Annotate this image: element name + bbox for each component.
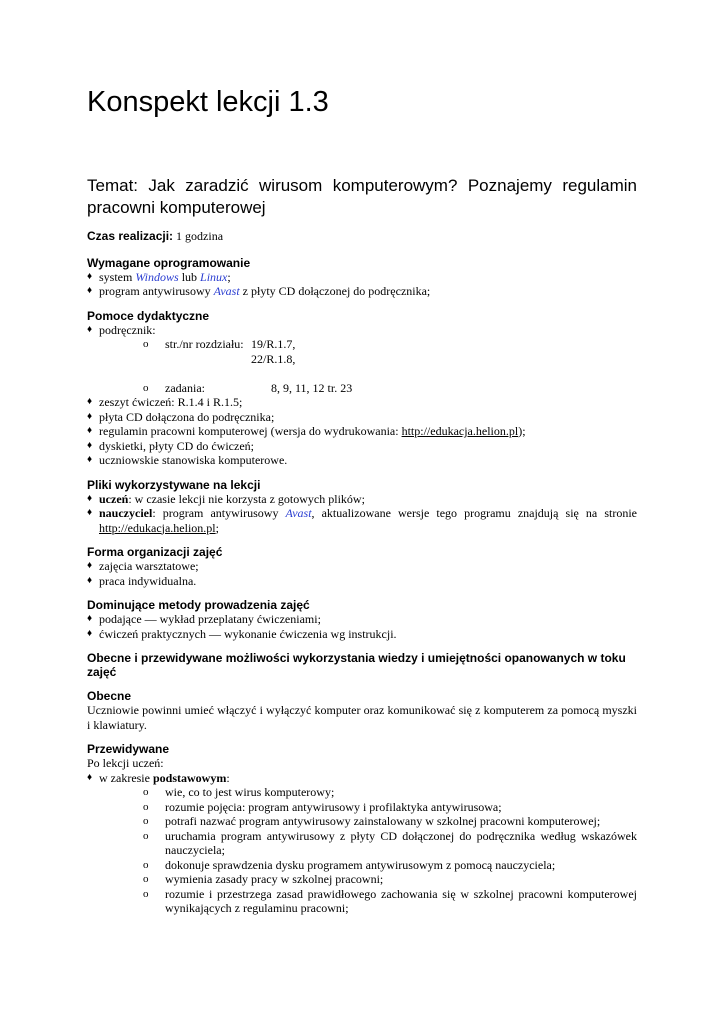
aids-item-exercise-book: ♦ zeszyt ćwiczeń: R.1.4 i R.1.5; [87,395,637,410]
files-item-teacher: ♦ nauczyciel: program antywirusowy Avast, aktualizowane wersje tego programu znajdują się na stronie http://edukacja.helion.pl; [87,506,637,535]
windows-text: Windows [135,269,179,284]
organization-heading: Forma organizacji zajęć [87,545,223,559]
chapters-label: o str./nr rozdziału: [165,337,244,351]
files-section [87,478,637,536]
aids-item-cd: ♦ płyta CD dołączona do podręcznika; [87,410,637,425]
list-item: ♦ podające — wykład przeplatany ćwiczeniami; [87,612,637,627]
list-item: ♦ zajęcia warsztatowe; [87,559,637,574]
helion-link[interactable]: http://edukacja.helion.pl [401,424,519,438]
lesson-topic: Temat: Jak zaradzić wirusom komputerowym? Poznajemy regulamin pracowni komputerowej [87,176,637,217]
chapters-value-2: 22/R.1.8, [251,351,296,366]
tasks-item [143,381,637,396]
tasks-label: o zadania: [165,380,205,395]
organization-section [87,545,637,588]
list-item: o potrafi nazwać program antywirusowy zainstalowany w szkolnej pracowni komputerowej; [143,814,637,829]
current-section [87,689,637,732]
files-item-student: ♦ uczeń: w czasie lekcji nie korzysta z gotowych plików; [87,492,637,507]
aids-heading: Pomoce dydaktyczne [87,308,210,323]
list-item: ♦ praca indywidualna. [87,574,637,589]
aids-item-disks: ♦ dyskietki, płyty CD do ćwiczeń; [87,439,637,454]
page-title: Konspekt lekcji 1.3 [87,86,329,118]
list-item: o wymienia zasady pracy w szkolnej pracowni; [143,872,637,887]
skills-section [87,651,637,679]
software-item-antivirus: ♦ program antywirusowy Avast z płyty CD dołączonej do podręcznika; [87,284,637,299]
software-item-os: ♦ system Windows lub Linux; [87,270,637,285]
linux-text: Linux [200,269,228,284]
chapters-item [143,337,637,381]
avast-text: Avast [213,284,240,298]
tasks-value: 8, 9, 11, 12 tr. 23 [271,380,353,395]
software-heading: Wymagane oprogramowanie [87,255,251,270]
list-item: o rozumie i przestrzega zasad prawidłowego zachowania się w szkolnej pracowni komputerowej wynikających z regulaminu pracowni; [143,887,637,916]
software-section [87,256,637,299]
avast-text: Avast [285,506,312,520]
list-item: ♦ ćwiczeń praktycznych — wykonanie ćwiczenia wg instrukcji. [87,627,637,642]
duration-section [87,229,637,244]
methods-section [87,598,637,641]
aids-item-textbook: ♦ podręcznik: o str./nr rozdziału: 19/R.1.7, 22/R.1.8, o zadania: 8, 9, 11, 12 tr. 23 [87,323,637,396]
list-item: o dokonuje sprawdzenia dysku programem antywirusowym z pomocą nauczyciela; [143,858,637,873]
chapters-value-1: 19/R.1.7, [251,337,296,351]
aids-section [87,309,637,468]
duration-value: 1 godzina [173,229,224,243]
expected-heading: Przewidywane [87,742,170,756]
document-content [87,229,637,926]
current-text: Uczniowie powinni umieć włączyć i wyłączyć komputer oraz komunikować się z komputerem za pomocą myszki i klawiatury. [87,703,637,732]
current-heading: Obecne [87,689,132,703]
helion-link[interactable]: http://edukacja.helion.pl [99,520,216,535]
list-item: o wie, co to jest wirus komputerowy; [143,785,637,800]
skills-heading: Obecne i przewidywane możliwości wykorzystania wiedzy i umiejętności opanowanych w toku zajęć [87,651,626,679]
expected-intro: Po lekcji uczeń: [87,756,164,770]
list-item: o rozumie pojęcia: program antywirusowy i profilaktyka antywirusowa; [143,800,637,815]
list-item: o uruchamia program antywirusowy z płyty CD dołączonej do podręcznika według wskazówek nauczyciela; [143,829,637,858]
expected-section [87,742,637,916]
methods-heading: Dominujące metody prowadzenia zajęć [87,598,310,612]
duration-label: Czas realizacji: [87,229,174,243]
aids-item-rules: ♦ regulamin pracowni komputerowej (wersja do wydrukowania: http://edukacja.helion.pl); [87,424,637,439]
scope-item-basic: ♦ w zakresie podstawowym: o wie, co to jest wirus komputerowy; o rozumie pojęcia: program antywirusowy i profilaktyka antywirusowa; o potrafi nazwać program antywirusowy zainstalowany w szkolnej pracowni komputerowej; o uruchamia program antywirusowy z płyty CD dołączonej do podręcznika według wskazówek nauczyciela; o dokonuje sprawdzenia dysku programem antywirusowym z pomocą nauczyciela; o wymienia zasady pracy w szkolnej pracowni; o rozumie i przestrzega zasad prawidłowego zachowania się w szkolnej pracowni komputerowej wynikających z regulaminu pracowni; [87,771,637,916]
aids-item-workstations: ♦ uczniowskie stanowiska komputerowe. [87,453,637,468]
files-heading: Pliki wykorzystywane na lekcji [87,477,261,492]
